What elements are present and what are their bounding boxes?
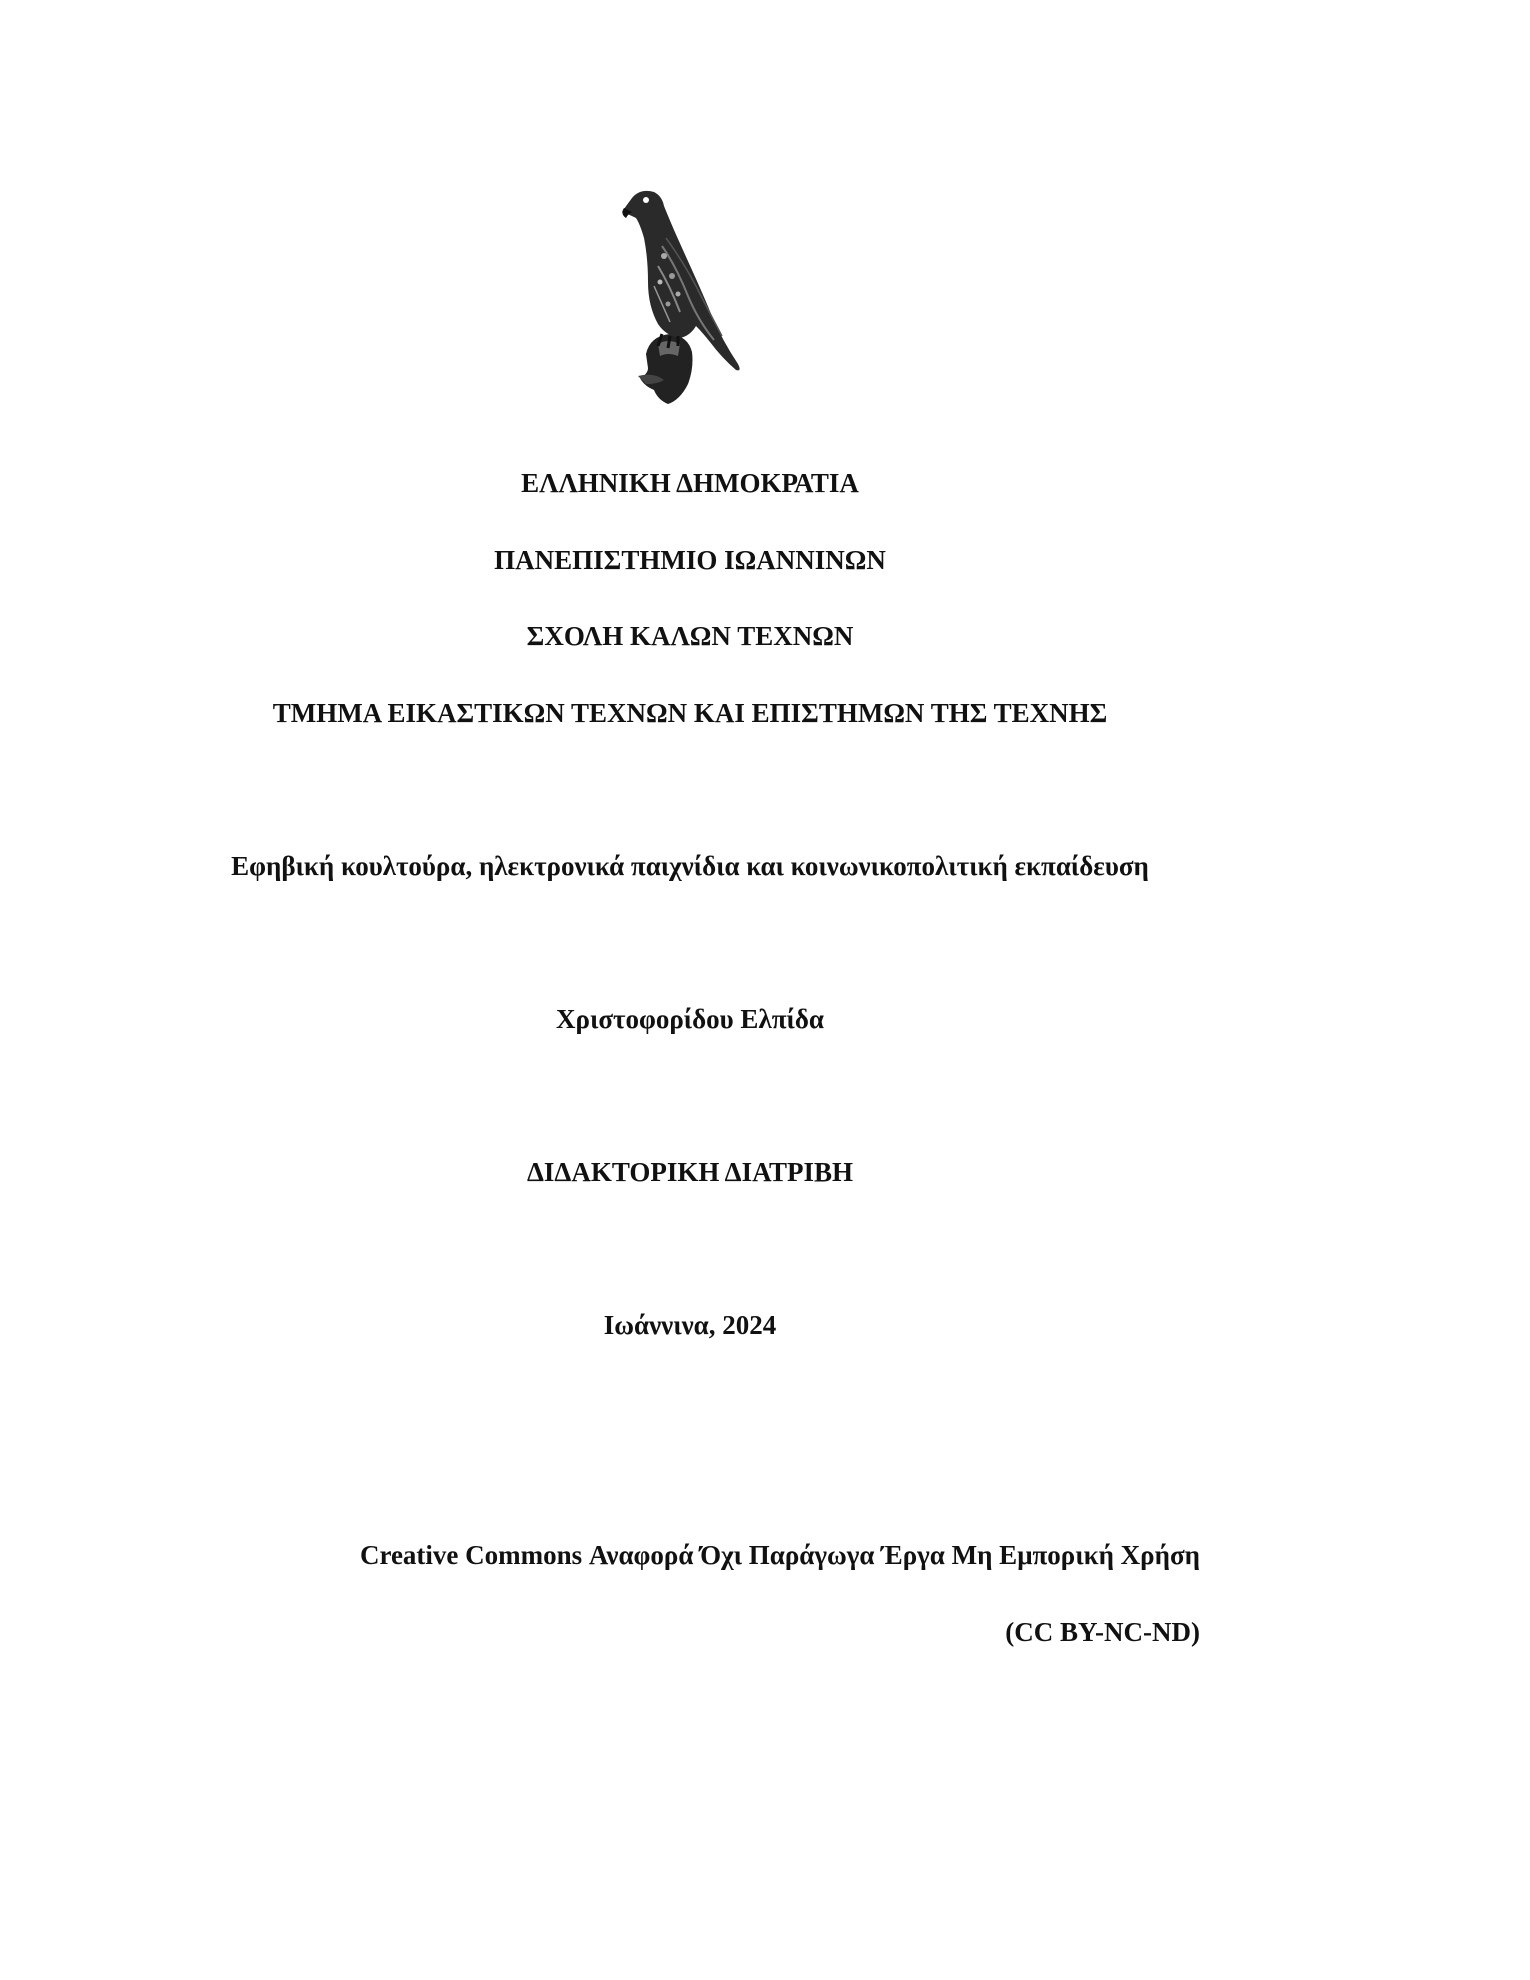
- university-eagle-emblem-icon: [618, 186, 758, 412]
- department-name: ΤΜΗΜΑ ΕΙΚΑΣΤΙΚΩΝ ΤΕΧΝΩΝ ΚΑΙ ΕΠΙΣΤΗΜΩΝ ΤΗΣ ΤΕΧΝΗΣ: [272, 698, 1108, 728]
- school-name: ΣΧΟΛΗ ΚΑΛΩΝ ΤΕΧΝΩΝ: [526, 621, 854, 651]
- thesis-author: Χριστοφορίδου Ελπίδα: [556, 1004, 824, 1034]
- license-code: (CC BY-NC-ND): [1005, 1617, 1200, 1647]
- place-and-year: Ιωάννινα, 2024: [603, 1310, 777, 1340]
- thesis-title: Εφηβική κουλτούρα, ηλεκτρονικά παιχνίδια και κοινωνικοπολιτική εκπαίδευση: [231, 851, 1149, 881]
- university-name: ΠΑΝΕΠΙΣΤΗΜΙΟ ΙΩΑΝΝΙΝΩΝ: [494, 545, 886, 575]
- republic-heading: ΕΛΛΗΝΙΚΗ ΔΗΜΟΚΡΑΤΙΑ: [521, 468, 859, 498]
- license-text: Creative Commons Αναφορά Όχι Παράγωγα Έργα Μη Εμπορική Χρήση: [359, 1540, 1200, 1570]
- thesis-type: ΔΙΔΑΚΤΟΡΙΚΗ ΔΙΑΤΡΙΒΗ: [527, 1157, 853, 1187]
